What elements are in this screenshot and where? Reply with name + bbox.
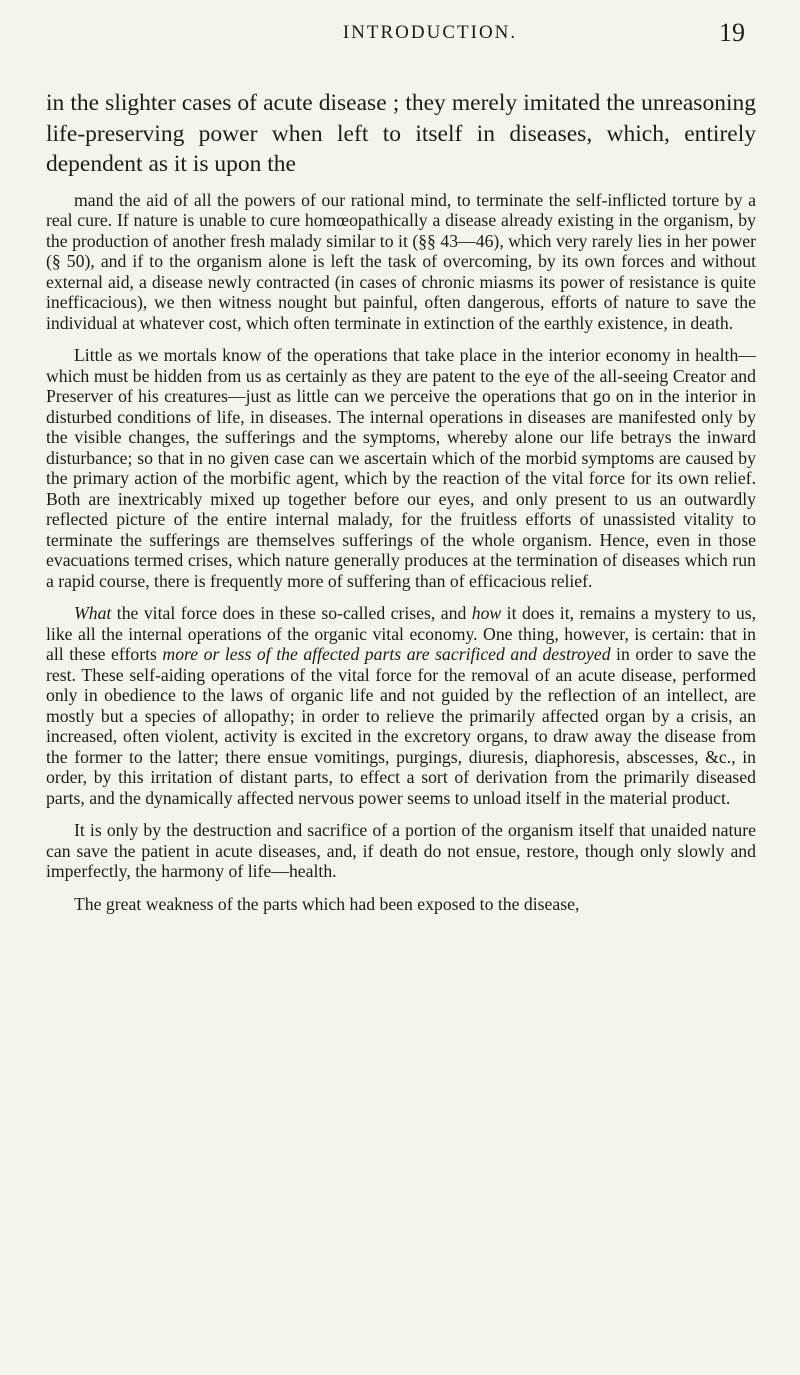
paragraph-3-part-b: it does it, remains a mystery to us, like all the internal operations of the organic vital economy. One thing, however, is certain: that in all these efforts [46,603,757,664]
paragraph-3 [46,603,756,808]
paragraph-2: Little as we mortals know of the operations that take place in the interior economy in health—which must be hidden from us as certainly as they are patent to the eye of the all-seeing Creator and Preserver of his creatures—just as little can we perceive the operations that go on in the interior in disturbed conditions of life, in diseases. The internal operations in diseases are manifested only by the visible changes, the sufferings and the symptoms, whereby alone our life betrays the inward disturbance; so that in no given case can we ascertain which of the morbid symptoms are caused by the primary action of the morbific agent, which by the reaction of the vital force for its own relief. Both are inextricably mixed up together before our eyes, and only present to us an outwardly reflected picture of the entire internal malady, for the fruitless efforts of unassisted vitality to terminate the sufferings are themselves sufferings of the whole organism. Hence, even in those evacuations termed crises, which nature generally produces at the termination of diseases which run a rapid course, there is frequently more of suffering than of efficacious relief. [46,345,756,591]
page-number: 19 [719,18,745,47]
paragraph-5: The great weakness of the parts which had been exposed to the disease, [74,893,580,914]
page-header [0,18,800,62]
paragraph-3-part-a: the vital force does in these so-called crises, and [111,603,472,623]
paragraph-3-part-c: in order to save the rest. These self-aiding operations of the vital force for the removal of an acute disease, performed only in obedience to the laws of organic life and not guided by the reflection of an intellect, are mostly but a species of allopathy; in order to relieve the primarily affected organ by a crisis, an increased, often violent, activity is excited in the excretory organs, to draw away the disease from the former to the latter; there ensue vomitings, purgings, diuresis, diaphoresis, abscesses, &c., in order, by this irritation of distant parts, to effect a sort of derivation from the primarily diseased parts, and the dynamically affected nervous power seems to unload itself in the material product. [46,644,756,808]
body-text [46,88,756,914]
emphasis-sacrificed: more or less of the affected parts are sacrificed and destroyed [162,644,611,664]
emphasis-what: What [74,603,112,623]
emphasis-how: how [471,603,502,623]
lead-paragraph: in the slighter cases of acute disease ; they merely imitated the unreasoning life-preserving power when left to itself in diseases, which, entirely dependent as it is upon the [46,90,756,177]
paragraph-1: mand the aid of all the powers of our rational mind, to terminate the self-inflicted torture by a real cure. If nature is unable to cure homœopathically a disease already existing in the organism, by the production of another fresh malady similar to it (§§ 43—46), which very rarely lies in her power (§ 50), and if to the organism alone is left the task of overcoming, by its own forces and without external aid, a disease newly contracted (in cases of chronic miasms its power of resistance is quite inefficacious), we then witness nought but painful, often dangerous, efforts of nature to save the individual at whatever cost, which often terminate in extinction of the earthly existence, in death. [46,189,756,333]
running-title: INTRODUCTION. [342,22,518,43]
paragraph-4: It is only by the destruction and sacrifice of a portion of the organism itself that unaided nature can save the patient in acute diseases, and, if death do not ensue, restore, though only slowly and imperfectly, the harmony of life—health. [46,820,756,881]
